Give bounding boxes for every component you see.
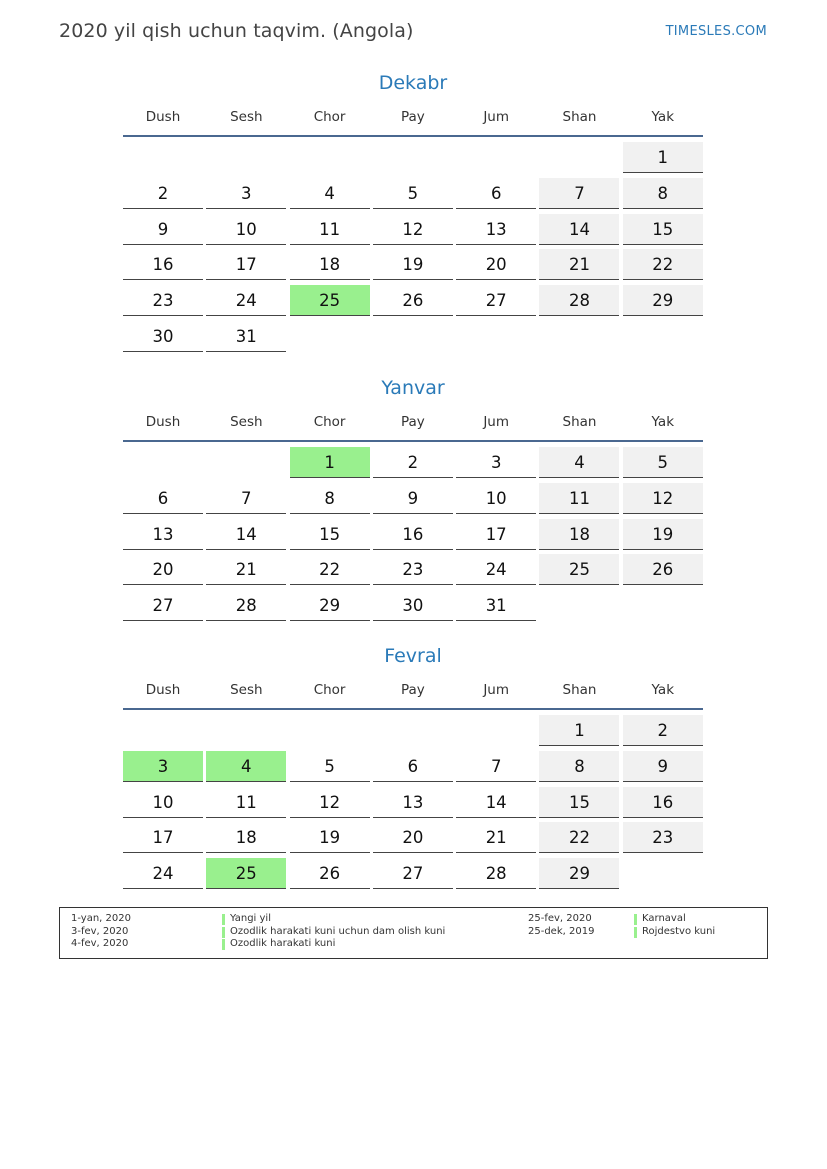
holiday-color-marker (222, 914, 225, 925)
day-cell: 17 (123, 822, 203, 853)
day-cell: 26 (373, 285, 453, 316)
day-cell: 14 (206, 519, 286, 550)
day-cell: 11 (206, 787, 286, 818)
day-cell: 3 (456, 447, 536, 478)
day-cell: 19 (290, 822, 370, 853)
legend-item (71, 913, 551, 926)
weekday-label: Chor (313, 682, 346, 698)
day-cell: 9 (123, 214, 203, 245)
holiday-color-marker (634, 914, 637, 925)
day-cell: 5 (373, 178, 453, 209)
day-cell: 21 (206, 554, 286, 585)
day-cell: 27 (456, 285, 536, 316)
day-cell: 27 (123, 590, 203, 621)
day-cell: 19 (623, 519, 703, 550)
day-cell: 2 (623, 715, 703, 746)
day-cell: 22 (539, 822, 619, 853)
days-grid (123, 142, 703, 357)
day-cell: 22 (623, 249, 703, 280)
weekday-label: Chor (313, 109, 346, 125)
day-cell: 16 (623, 787, 703, 818)
weekday-label: Shan (562, 109, 597, 125)
month-title: Yanvar (381, 377, 445, 399)
days-grid (123, 715, 703, 894)
legend-item (71, 926, 551, 939)
day-cell: 10 (123, 787, 203, 818)
holiday-day-cell: 1 (290, 447, 370, 478)
empty-cell (290, 715, 370, 746)
day-cell: 6 (123, 483, 203, 514)
weekday-label: Dush (145, 414, 181, 430)
day-cell: 21 (539, 249, 619, 280)
weekday-header (123, 106, 703, 128)
day-cell: 4 (290, 178, 370, 209)
day-cell: 29 (623, 285, 703, 316)
day-cell: 30 (123, 321, 203, 352)
day-cell: 14 (456, 787, 536, 818)
day-cell: 14 (539, 214, 619, 245)
weekday-label: Shan (562, 682, 597, 698)
weekday-label: Sesh (230, 682, 263, 698)
day-cell: 12 (373, 214, 453, 245)
month-title: Dekabr (378, 72, 448, 94)
day-cell: 28 (456, 858, 536, 889)
legend-holiday-name: Ozodlik harakati kuni uchun dam olish kuni (230, 925, 446, 937)
day-cell: 23 (123, 285, 203, 316)
day-cell: 7 (206, 483, 286, 514)
empty-cell (123, 447, 203, 478)
empty-cell (539, 142, 619, 173)
day-cell: 21 (456, 822, 536, 853)
day-cell: 2 (373, 447, 453, 478)
header-divider (123, 440, 703, 442)
day-cell: 12 (623, 483, 703, 514)
holiday-color-marker (634, 927, 637, 938)
month-dekabr (123, 70, 703, 357)
day-cell: 11 (539, 483, 619, 514)
holiday-legend (59, 907, 768, 959)
day-cell: 18 (290, 249, 370, 280)
day-cell: 24 (456, 554, 536, 585)
holiday-day-cell: 3 (123, 751, 203, 782)
day-cell: 13 (123, 519, 203, 550)
weekday-label: Jum (483, 414, 510, 430)
legend-holiday-name: Karnaval (642, 913, 686, 924)
month-title: Fevral (384, 645, 442, 667)
day-cell: 10 (206, 214, 286, 245)
empty-cell (290, 142, 370, 173)
legend-item (528, 913, 758, 926)
weekday-label: Shan (562, 414, 597, 430)
day-cell: 2 (123, 178, 203, 209)
day-cell: 30 (373, 590, 453, 621)
page-title: 2020 yil qish uchun taqvim. (Angola) (59, 20, 414, 42)
day-cell: 6 (373, 751, 453, 782)
empty-cell (456, 715, 536, 746)
day-cell: 15 (623, 214, 703, 245)
weekday-label: Pay (400, 414, 425, 430)
weekday-label: Dush (145, 682, 181, 698)
weekday-header (123, 679, 703, 701)
day-cell: 22 (290, 554, 370, 585)
day-cell: 23 (373, 554, 453, 585)
legend-date: 1-yan, 2020 (71, 913, 131, 924)
day-cell: 20 (373, 822, 453, 853)
day-cell: 5 (623, 447, 703, 478)
day-cell: 12 (290, 787, 370, 818)
empty-cell (206, 715, 286, 746)
day-cell: 16 (123, 249, 203, 280)
empty-cell (206, 142, 286, 173)
day-cell: 6 (456, 178, 536, 209)
weekday-label: Sesh (230, 109, 263, 125)
day-cell: 7 (456, 751, 536, 782)
day-cell: 23 (623, 822, 703, 853)
holiday-day-cell: 4 (206, 751, 286, 782)
day-cell: 24 (123, 858, 203, 889)
day-cell: 16 (373, 519, 453, 550)
legend-holiday-name: Yangi yil (230, 913, 271, 924)
day-cell: 31 (456, 590, 536, 621)
empty-cell (456, 142, 536, 173)
weekday-label: Chor (313, 414, 346, 430)
holiday-day-cell: 25 (290, 285, 370, 316)
header-divider (123, 135, 703, 137)
day-cell: 24 (206, 285, 286, 316)
day-cell: 9 (623, 751, 703, 782)
day-cell: 26 (623, 554, 703, 585)
holiday-color-marker (222, 927, 225, 938)
day-cell: 18 (539, 519, 619, 550)
weekday-label: Jum (483, 682, 510, 698)
day-cell: 10 (456, 483, 536, 514)
weekday-label: Sesh (230, 414, 263, 430)
day-cell: 15 (539, 787, 619, 818)
day-cell: 18 (206, 822, 286, 853)
month-yanvar (123, 375, 703, 626)
legend-date: 25-fev, 2020 (528, 913, 592, 924)
day-cell: 29 (539, 858, 619, 889)
weekday-header (123, 411, 703, 433)
day-cell: 8 (539, 751, 619, 782)
weekday-label: Yak (651, 682, 675, 698)
empty-cell (373, 715, 453, 746)
day-cell: 20 (123, 554, 203, 585)
day-cell: 1 (539, 715, 619, 746)
legend-holiday-name: Rojdestvo kuni (642, 925, 716, 937)
header-divider (123, 708, 703, 710)
day-cell: 4 (539, 447, 619, 478)
weekday-label: Yak (651, 414, 675, 430)
day-cell: 5 (290, 751, 370, 782)
day-cell: 19 (373, 249, 453, 280)
day-cell: 1 (623, 142, 703, 173)
weekday-label: Pay (400, 109, 425, 125)
days-grid (123, 447, 703, 626)
day-cell: 9 (373, 483, 453, 514)
day-cell: 29 (290, 590, 370, 621)
weekday-label: Dush (145, 109, 181, 125)
day-cell: 15 (290, 519, 370, 550)
day-cell: 25 (539, 554, 619, 585)
weekday-label: Pay (400, 682, 425, 698)
weekday-label: Jum (483, 109, 510, 125)
legend-date: 25-dek, 2019 (528, 925, 595, 937)
day-cell: 26 (290, 858, 370, 889)
empty-cell (123, 715, 203, 746)
day-cell: 17 (206, 249, 286, 280)
day-cell: 27 (373, 858, 453, 889)
legend-item (528, 926, 758, 939)
legend-date: 4-fev, 2020 (71, 938, 129, 949)
legend-holiday-name: Ozodlik harakati kuni (230, 938, 336, 949)
day-cell: 28 (539, 285, 619, 316)
day-cell: 17 (456, 519, 536, 550)
empty-cell (206, 447, 286, 478)
legend-item (71, 938, 551, 951)
holiday-color-marker (222, 939, 225, 950)
day-cell: 20 (456, 249, 536, 280)
day-cell: 7 (539, 178, 619, 209)
day-cell: 8 (290, 483, 370, 514)
day-cell: 28 (206, 590, 286, 621)
day-cell: 31 (206, 321, 286, 352)
legend-date: 3-fev, 2020 (71, 925, 129, 937)
empty-cell (373, 142, 453, 173)
holiday-day-cell: 25 (206, 858, 286, 889)
brand-link[interactable]: TIMESLES.COM (665, 24, 767, 39)
weekday-label: Yak (651, 109, 675, 125)
day-cell: 11 (290, 214, 370, 245)
day-cell: 8 (623, 178, 703, 209)
empty-cell (123, 142, 203, 173)
day-cell: 3 (206, 178, 286, 209)
month-fevral (123, 643, 703, 894)
day-cell: 13 (373, 787, 453, 818)
day-cell: 13 (456, 214, 536, 245)
